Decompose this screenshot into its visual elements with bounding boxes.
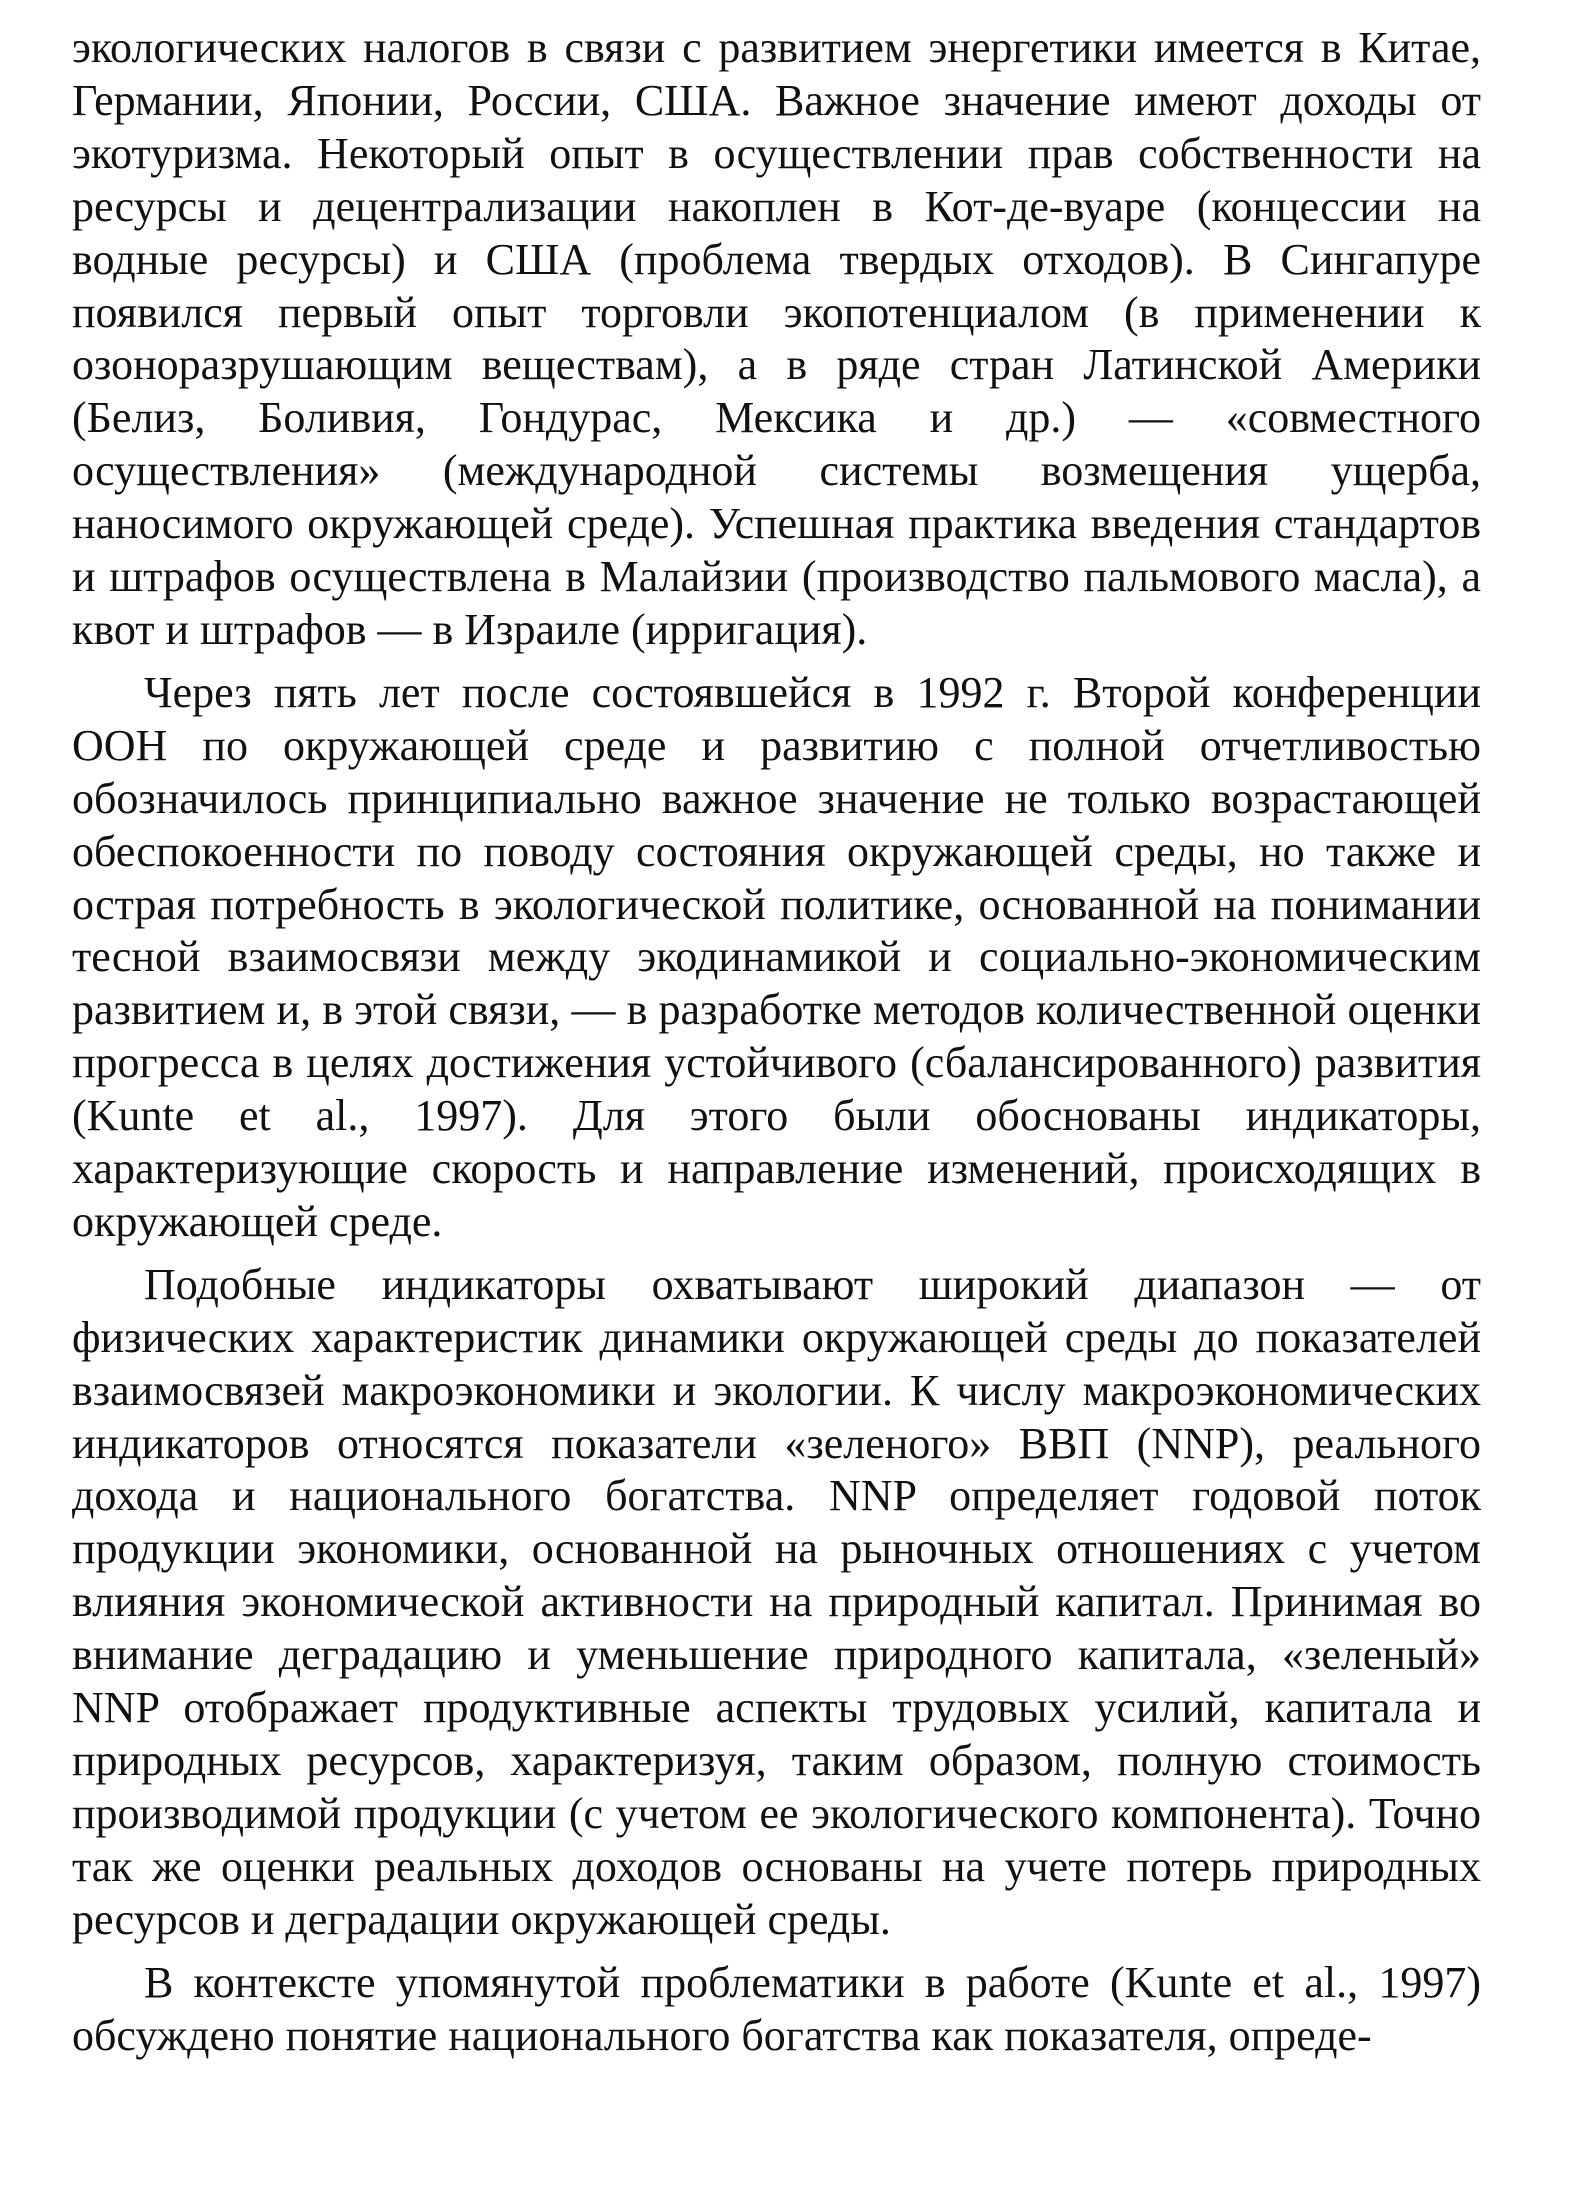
paragraph-un-conference: Через пять лет после состоявшейся в 1992 г. Второй конференции ООН по окружающей среде и развитию с полной отчетливостью обозначилось принципиально важное значение не только возрастающей обеспокоенности по поводу состояния окружающей среды, но также и острая потребность в экологической политике, основанной на понимании тесной взаимосвязи между экодинамикой и социально-экономическим развитием и, в этой связи, — в разработке методов количественной оценки прогресса в целях достижения устойчивого (сбалансированного) развития (Kunte et al., 1997). Для этого были обоснованы индикаторы, характеризующие скорость и направление изменений, происходящих в окружающей среде. xyxy=(72,667,1481,1246)
paragraph-indicators: Подобные индикаторы охватывают широкий диапазон — от физических характеристик динамики окружающей среды до показателей взаимосвязей макроэкономики и экологии. К числу макроэкономических индикаторов относятся показатели «зеленого» ВВП (NNP), реального дохода и национального богатства. NNP определяет годовой поток продукции экономики, основанной на рыночных отношениях с учетом влияния экономической активности на природный капитал. Принимая во внимание деградацию и уменьшение природного капитала, «зеленый» NNP отображает продуктивные аспекты трудовых усилий, капитала и природных ресурсов, характеризуя, таким образом, полную стоимость производимой продукции (с учетом ее экологического компонента). Точно так же оценки реальных доходов основаны на учете потерь природных ресурсов и деградации окружающей среды. xyxy=(72,1259,1481,1944)
paragraph-national-wealth: В контексте упомянутой проблематики в работе (Kunte et al., 1997) обсуждено понятие национального богатства как показателя, опреде- xyxy=(72,1957,1481,2060)
paragraph-ecological-taxes: экологических налогов в связи с развитием энергетики имеется в Китае, Германии, Японии, России, США. Важное значение имеют доходы от экотуризма. Некоторый опыт в осуществлении прав собственности на ресурсы и децентрализации накоплен в Кот-де-вуаре (концессии на водные ресурсы) и США (проблема твердых отходов). В Сингапуре появился первый опыт торговли экопотенциалом (в применении к озоноразрушающим веществам), а в ряде стран Латинской Америки (Белиз, Боливия, Гондурас, Мексика и др.) — «совместного осуществления» (международной системы возмещения ущерба, наносимого окружающей среде). Успешная практика введения стандартов и штрафов осуществлена в Малайзии (производство пальмового масла), а квот и штрафов — в Израиле (ирригация). xyxy=(72,23,1481,654)
